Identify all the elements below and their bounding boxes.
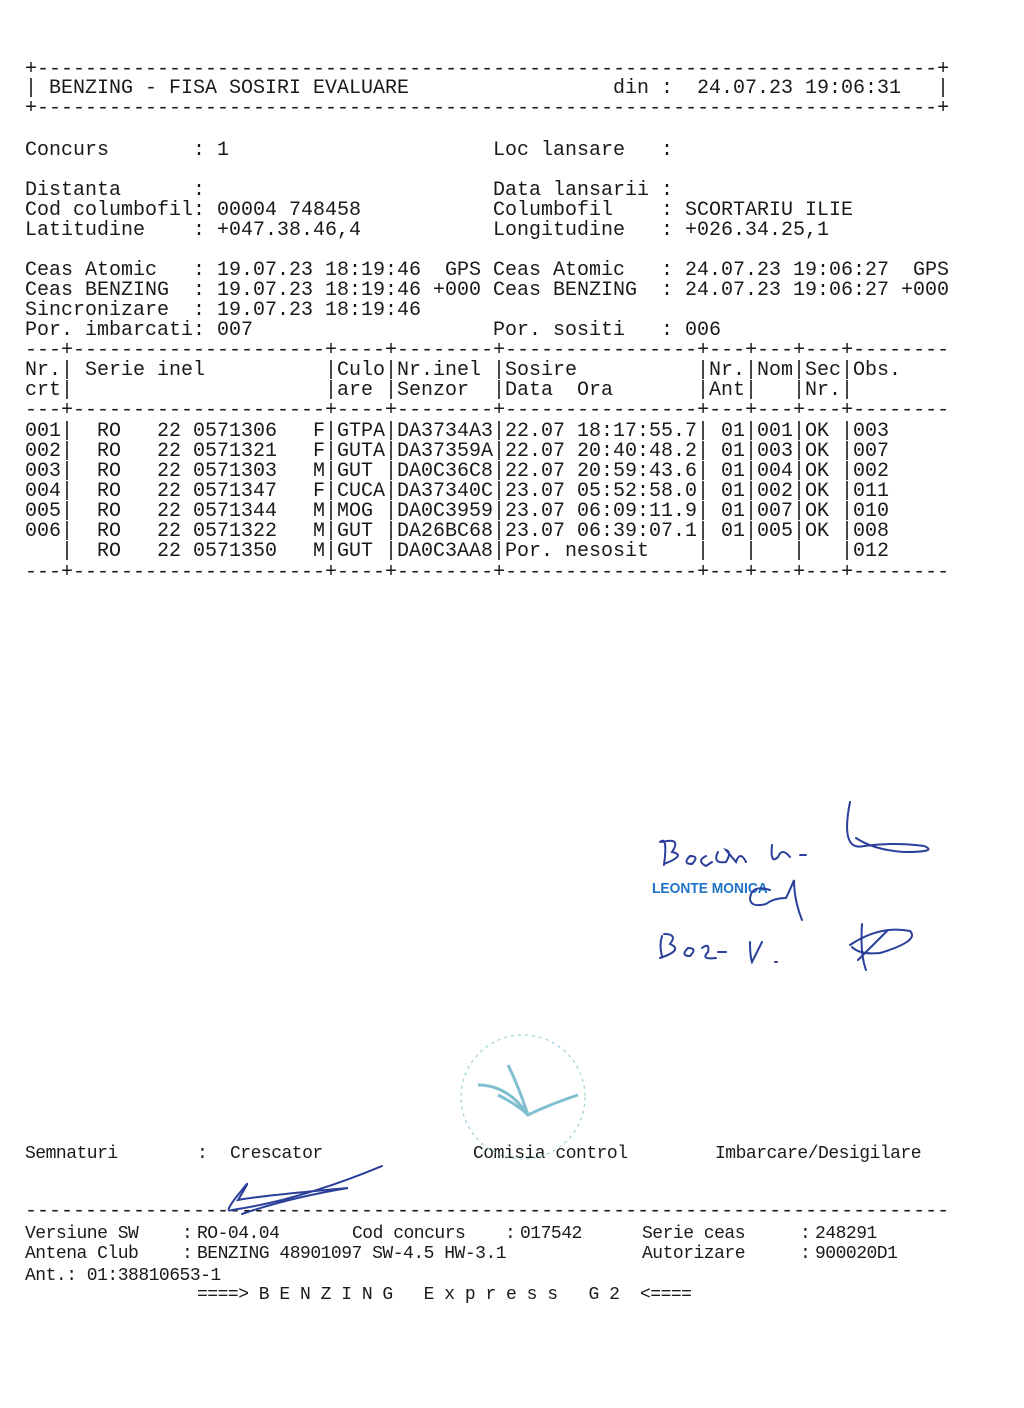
column-divider: | xyxy=(493,359,506,382)
signature-imbarcare-label: Imbarcare/Desigilare xyxy=(715,1144,922,1164)
header-culoare-2: are xyxy=(337,379,374,402)
imbarcati-value: 007 xyxy=(217,319,254,342)
row-sensor: DA26BC68 xyxy=(397,520,494,543)
club-seal xyxy=(448,1035,598,1165)
column-divider: | xyxy=(493,440,506,463)
colon: : xyxy=(182,1224,193,1244)
row-color: GUT xyxy=(337,540,374,563)
imbarcati-label: Por. imbarcati xyxy=(25,319,194,342)
name-stamp: LEONTE MONICA xyxy=(652,880,768,897)
row-color: GUTA xyxy=(337,440,386,463)
column-divider: | xyxy=(841,359,854,382)
signature-bogdan xyxy=(660,841,806,866)
signature-scribble-3 xyxy=(850,924,912,970)
row-arrival: 23.07 06:09:11.9 xyxy=(505,500,698,523)
header-ant: Ant xyxy=(709,379,746,402)
header-sosire: Sosire xyxy=(505,359,578,382)
signature-boz xyxy=(660,934,777,962)
column-divider: | xyxy=(385,379,398,402)
column-divider: | xyxy=(325,460,338,483)
column-divider: | xyxy=(697,540,710,563)
ceas-benzing-end: 24.07.23 19:06:27 xyxy=(685,279,890,302)
column-divider: | xyxy=(325,440,338,463)
row-year: 22 xyxy=(157,500,182,523)
column-divider: | xyxy=(385,480,398,503)
ceas-benzing-end-diff: +000 xyxy=(901,279,950,302)
versiune-value: RO-04.04 xyxy=(197,1224,280,1244)
ceas-atomic-label: Ceas Atomic xyxy=(493,259,626,282)
sincronizare-label: Sincronizare xyxy=(25,299,170,322)
column-divider: | xyxy=(493,379,506,402)
longitudine-label: Longitudine xyxy=(493,219,626,242)
row-nom: 001 xyxy=(757,420,794,443)
column-divider: | xyxy=(841,480,854,503)
column-divider: | xyxy=(325,540,338,563)
ceas-benzing-start-diff: +000 xyxy=(433,279,482,302)
column-divider: | xyxy=(697,440,710,463)
header-nr: Nr. xyxy=(25,359,62,382)
column-divider: | xyxy=(61,420,74,443)
longitudine-value: +026.34.25,1 xyxy=(685,219,830,242)
row-country: RO xyxy=(97,440,122,463)
ceas-atomic-end-source: GPS xyxy=(913,259,950,282)
row-country: RO xyxy=(97,480,122,503)
column-divider: | xyxy=(745,460,758,483)
header-nr-ant: Nr. xyxy=(709,359,746,382)
column-divider: | xyxy=(493,460,506,483)
colon: : xyxy=(661,259,674,282)
colon: : xyxy=(661,199,674,222)
ceas-atomic-end: 24.07.23 19:06:27 xyxy=(685,259,890,282)
header-culoare: Culo xyxy=(337,359,386,382)
row-sensor: DA37340C xyxy=(397,480,494,503)
ceas-benzing-start: 19.07.23 18:19:46 xyxy=(217,279,422,302)
row-ring: 0571347 xyxy=(193,480,278,503)
border-pipe: | xyxy=(25,77,38,100)
row-year: 22 xyxy=(157,460,182,483)
row-obs: 002 xyxy=(853,460,890,483)
column-divider: | xyxy=(385,500,398,523)
column-divider: | xyxy=(793,500,806,523)
columbofil-value: SCORTARIU ILIE xyxy=(685,199,854,222)
column-divider: | xyxy=(385,440,398,463)
row-color: GTPA xyxy=(337,420,386,443)
antena-label: Antena Club xyxy=(25,1244,139,1264)
colon: : xyxy=(193,279,206,302)
sincronizare-value: 19.07.23 18:19:46 xyxy=(217,299,422,322)
row-arrival: 22.07 20:59:43.6 xyxy=(505,460,698,483)
cod-concurs-value: 017542 xyxy=(520,1224,582,1244)
cod-concurs-label: Cod concurs xyxy=(352,1224,466,1244)
row-year: 22 xyxy=(157,480,182,503)
sositi-value: 006 xyxy=(685,319,722,342)
row-sex: M xyxy=(313,460,326,483)
row-country: RO xyxy=(97,520,122,543)
column-divider: | xyxy=(61,460,74,483)
header-border-bottom: +---------------------------------------------------------------------------+ xyxy=(25,97,950,120)
column-divider: | xyxy=(385,540,398,563)
row-sec: OK xyxy=(805,460,830,483)
table-rule-header: ---+---------------------+----+--------+----------------+---+---+---+-------- xyxy=(25,399,950,422)
row-sec: OK xyxy=(805,520,830,543)
column-divider: | xyxy=(745,359,758,382)
table-rule-bottom: ---+---------------------+----+--------+----------------+---+---+---+-------- xyxy=(25,561,950,584)
autorizare-value: 900020D1 xyxy=(815,1244,898,1264)
row-antenna: 01 xyxy=(721,420,746,443)
header-sec: Sec xyxy=(805,359,842,382)
row-year: 22 xyxy=(157,440,182,463)
colon: : xyxy=(197,1144,208,1164)
column-divider: | xyxy=(325,480,338,503)
colon: : xyxy=(661,139,674,162)
colon: : xyxy=(661,179,674,202)
row-antenna: 01 xyxy=(721,520,746,543)
colon: : xyxy=(182,1244,193,1264)
row-nr: 005 xyxy=(25,500,62,523)
row-nom: 005 xyxy=(757,520,794,543)
column-divider: | xyxy=(493,480,506,503)
date-label: din : xyxy=(613,77,674,100)
antena-value: BENZING 48901097 SW-4.5 HW-3.1 xyxy=(197,1244,507,1264)
column-divider: | xyxy=(745,440,758,463)
row-antenna: 01 xyxy=(721,480,746,503)
column-divider: | xyxy=(325,520,338,543)
column-divider: | xyxy=(493,420,506,443)
column-divider: | xyxy=(61,500,74,523)
row-obs: 011 xyxy=(853,480,890,503)
row-color: GUT xyxy=(337,520,374,543)
column-divider: | xyxy=(385,460,398,483)
column-divider: | xyxy=(697,420,710,443)
row-obs: 003 xyxy=(853,420,890,443)
header-crt: crt xyxy=(25,379,62,402)
column-divider: | xyxy=(745,540,758,563)
column-divider: | xyxy=(841,540,854,563)
column-divider: | xyxy=(793,440,806,463)
column-divider: | xyxy=(385,359,398,382)
column-divider: | xyxy=(61,520,74,543)
column-divider: | xyxy=(793,520,806,543)
row-obs: 008 xyxy=(853,520,890,543)
row-sex: M xyxy=(313,540,326,563)
print-date: 24.07.23 19:06:31 xyxy=(697,77,902,100)
colon: : xyxy=(193,219,206,242)
row-obs: 010 xyxy=(853,500,890,523)
row-country: RO xyxy=(97,420,122,443)
column-divider: | xyxy=(841,500,854,523)
column-divider: | xyxy=(841,379,854,402)
row-arrival: 22.07 18:17:55.7 xyxy=(505,420,698,443)
column-divider: | xyxy=(61,359,74,382)
row-ring: 0571322 xyxy=(193,520,278,543)
row-nom: 004 xyxy=(757,460,794,483)
header-serie-inel: Serie inel xyxy=(85,359,206,382)
versiune-label: Versiune SW xyxy=(25,1224,139,1244)
column-divider: | xyxy=(325,500,338,523)
row-obs: 007 xyxy=(853,440,890,463)
row-arrival: Por. nesosit xyxy=(505,540,650,563)
row-arrival: 23.07 05:52:58.0 xyxy=(505,480,698,503)
header-border-top: +---------------------------------------------------------------------------+ xyxy=(25,58,950,81)
row-ring: 0571344 xyxy=(193,500,278,523)
ceas-atomic-start-source: GPS xyxy=(445,259,482,282)
column-divider: | xyxy=(745,520,758,543)
column-divider: | xyxy=(697,480,710,503)
ceas-atomic-start: 19.07.23 18:19:46 xyxy=(217,259,422,282)
row-nom: 002 xyxy=(757,480,794,503)
signature-crescator xyxy=(229,1166,382,1214)
serie-ceas-value: 248291 xyxy=(815,1224,877,1244)
columbofil-label: Columbofil xyxy=(493,199,614,222)
colon: : xyxy=(800,1244,811,1264)
data-lansarii-label: Data lansarii xyxy=(493,179,650,202)
sositi-label: Por. sositi xyxy=(493,319,626,342)
autorizare-label: Autorizare xyxy=(642,1244,746,1264)
cod-columbofil-value: 00004 748458 xyxy=(217,199,362,222)
signature-crescator-label: Crescator xyxy=(230,1144,323,1164)
page-title: BENZING - FISA SOSIRI EVALUARE xyxy=(49,77,410,100)
column-divider: | xyxy=(493,500,506,523)
row-sensor: DA37359A xyxy=(397,440,494,463)
column-divider: | xyxy=(793,359,806,382)
row-color: CUCA xyxy=(337,480,386,503)
column-divider: | xyxy=(325,379,338,402)
column-divider: | xyxy=(325,420,338,443)
column-divider: | xyxy=(793,480,806,503)
row-nr: 001 xyxy=(25,420,62,443)
colon: : xyxy=(193,179,206,202)
colon: : xyxy=(193,319,206,342)
table-rule-top: ---+---------------------+----+--------+----------------+---+---+---+-------- xyxy=(25,339,950,362)
column-divider: | xyxy=(793,540,806,563)
column-divider: | xyxy=(493,520,506,543)
row-antenna: 01 xyxy=(721,500,746,523)
column-divider: | xyxy=(697,520,710,543)
row-year: 22 xyxy=(157,420,182,443)
signature-comisia-label: Comisia control xyxy=(473,1144,628,1164)
row-ring: 0571321 xyxy=(193,440,278,463)
row-country: RO xyxy=(97,540,122,563)
row-sex: M xyxy=(313,500,326,523)
column-divider: | xyxy=(745,420,758,443)
column-divider: | xyxy=(385,520,398,543)
row-sensor: DA0C36C8 xyxy=(397,460,494,483)
column-divider: | xyxy=(745,500,758,523)
row-sec: OK xyxy=(805,480,830,503)
row-sensor: DA0C3AA8 xyxy=(397,540,494,563)
loc-lansare-label: Loc lansare xyxy=(493,139,626,162)
latitudine-value: +047.38.46,4 xyxy=(217,219,362,242)
column-divider: | xyxy=(841,420,854,443)
row-sensor: DA3734A3 xyxy=(397,420,494,443)
footer-rule: ----------------------------------------------------------------------------- xyxy=(25,1200,950,1223)
colon: : xyxy=(661,219,674,242)
column-divider: | xyxy=(793,420,806,443)
row-country: RO xyxy=(97,460,122,483)
column-divider: | xyxy=(745,379,758,402)
column-divider: | xyxy=(745,480,758,503)
row-ring: 0571303 xyxy=(193,460,278,483)
row-color: MOG xyxy=(337,500,374,523)
signatures-label: Semnaturi xyxy=(25,1144,118,1164)
row-sensor: DA0C3959 xyxy=(397,500,494,523)
colon: : xyxy=(800,1224,811,1244)
row-year: 22 xyxy=(157,520,182,543)
concurs-label: Concurs xyxy=(25,139,110,162)
row-year: 22 xyxy=(157,540,182,563)
ceas-atomic-label: Ceas Atomic xyxy=(25,259,158,282)
row-sex: F xyxy=(313,420,326,443)
column-divider: | xyxy=(385,420,398,443)
ceas-benzing-label: Ceas BENZING xyxy=(25,279,170,302)
concurs-value: 1 xyxy=(217,139,230,162)
colon: : xyxy=(661,319,674,342)
row-nr: 004 xyxy=(25,480,62,503)
column-divider: | xyxy=(325,359,338,382)
row-nom: 007 xyxy=(757,500,794,523)
column-divider: | xyxy=(841,460,854,483)
colon: : xyxy=(193,259,206,282)
row-sex: F xyxy=(313,480,326,503)
row-sex: M xyxy=(313,520,326,543)
column-divider: | xyxy=(697,460,710,483)
signature-scribble-1 xyxy=(847,802,928,852)
antenna-line: Ant.: 01:38810653-1 xyxy=(25,1266,221,1286)
colon: : xyxy=(193,139,206,162)
column-divider: | xyxy=(697,500,710,523)
row-ring: 0571350 xyxy=(193,540,278,563)
brand-line: ====> B E N Z I N G E x p r e s s G 2 <==== xyxy=(197,1285,692,1305)
row-nr: 006 xyxy=(25,520,62,543)
row-country: RO xyxy=(97,500,122,523)
column-divider: | xyxy=(697,379,710,402)
row-ring: 0571306 xyxy=(193,420,278,443)
colon: : xyxy=(193,299,206,322)
row-sec: OK xyxy=(805,440,830,463)
row-sec: OK xyxy=(805,420,830,443)
row-nom: 003 xyxy=(757,440,794,463)
border-pipe: | xyxy=(937,77,950,100)
colon: : xyxy=(193,199,206,222)
row-color: GUT xyxy=(337,460,374,483)
row-sec: OK xyxy=(805,500,830,523)
column-divider: | xyxy=(793,379,806,402)
column-divider: | xyxy=(493,540,506,563)
signature-scribble-2 xyxy=(750,880,802,920)
cod-columbofil-label: Cod columbofil xyxy=(25,199,194,222)
serie-ceas-label: Serie ceas xyxy=(642,1224,746,1244)
latitudine-label: Latitudine xyxy=(25,219,146,242)
row-nr: 003 xyxy=(25,460,62,483)
row-antenna: 01 xyxy=(721,460,746,483)
row-nr: 002 xyxy=(25,440,62,463)
header-nom: Nom xyxy=(757,359,794,382)
column-divider: | xyxy=(61,440,74,463)
row-arrival: 22.07 20:40:48.2 xyxy=(505,440,698,463)
header-senzor: Senzor xyxy=(397,379,470,402)
header-data-ora: Data Ora xyxy=(505,379,614,402)
header-obs: Obs. xyxy=(853,359,902,382)
header-nr-inel: Nr.inel xyxy=(397,359,482,382)
column-divider: | xyxy=(61,379,74,402)
row-antenna: 01 xyxy=(721,440,746,463)
colon: : xyxy=(661,279,674,302)
row-arrival: 23.07 06:39:07.1 xyxy=(505,520,698,543)
column-divider: | xyxy=(61,480,74,503)
ceas-benzing-label: Ceas BENZING xyxy=(493,279,638,302)
row-sex: F xyxy=(313,440,326,463)
column-divider: | xyxy=(841,440,854,463)
colon: : xyxy=(505,1224,516,1244)
header-sec-nr: Nr. xyxy=(805,379,842,402)
column-divider: | xyxy=(841,520,854,543)
column-divider: | xyxy=(61,540,74,563)
distanta-label: Distanta xyxy=(25,179,122,202)
column-divider: | xyxy=(793,460,806,483)
column-divider: | xyxy=(697,359,710,382)
row-obs: 012 xyxy=(853,540,890,563)
